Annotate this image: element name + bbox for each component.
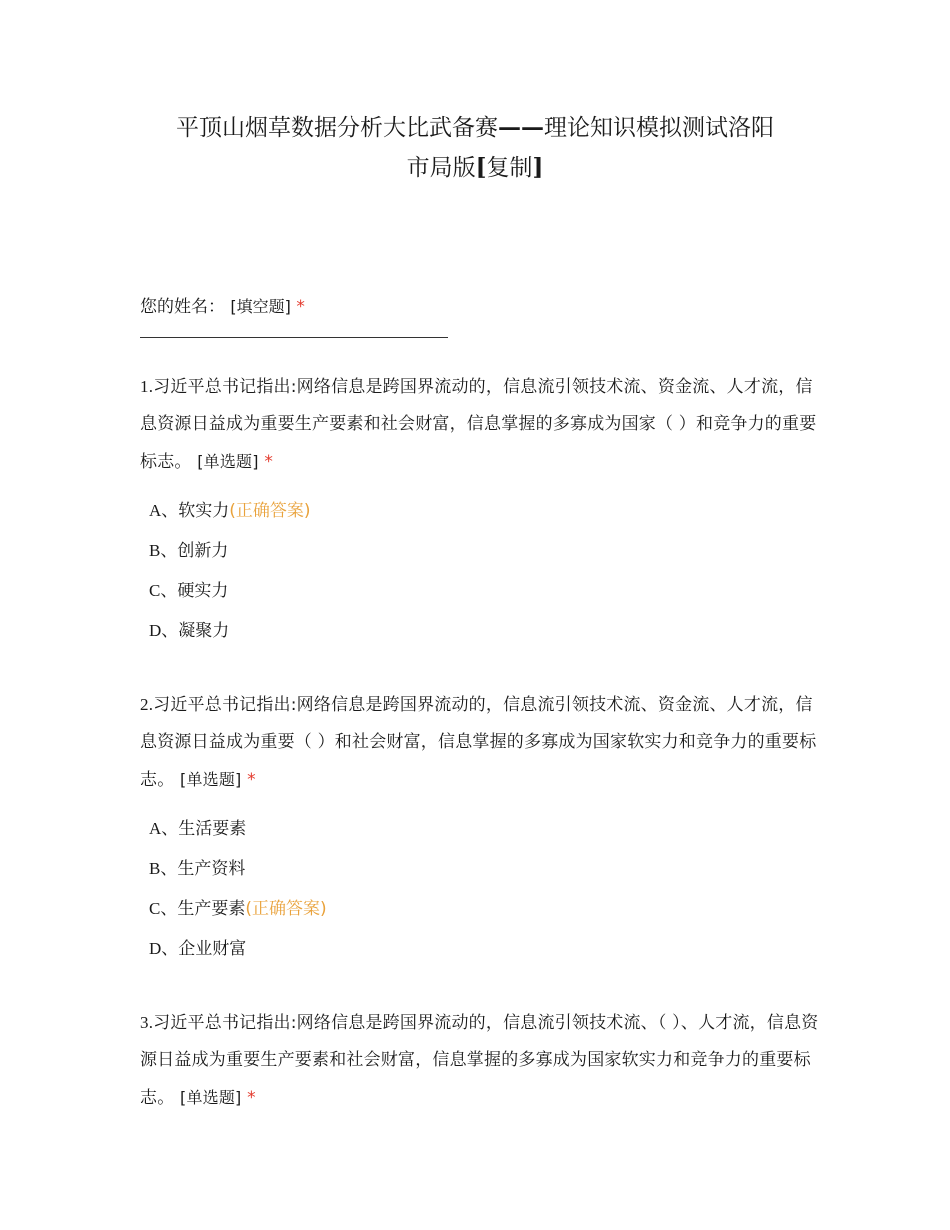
option-text: 软实力 [178,501,230,521]
option-a [149,809,820,849]
title-copy: 复制 [486,155,533,181]
question-number: 2. [140,695,154,714]
question-stem: 习近平总书记指出:网络信息是跨国界流动的，信息流引领技术流、资金流、人才流，信息资源日益成为重要生产要素和社会财富，信息掌握的多寡成为国家（ ）和竞争力的重要标志。 [140,377,817,472]
title-line1: 平顶山烟草数据分析大比武备赛 [176,115,498,141]
option-letter: B、 [149,859,178,878]
option-text: 企业财富 [178,939,247,959]
required-marker: * [264,452,274,472]
option-c [149,571,820,611]
option-letter: A、 [149,819,179,838]
question-text [140,686,820,799]
option-letter: C、 [149,581,178,600]
correct-answer-marker: (正确答案) [229,501,311,521]
correct-answer-marker: (正确答案) [245,899,327,919]
title-line1-end: 理论知识模拟测试洛阳 [544,115,774,141]
name-label: 您的姓名： [140,297,225,317]
question-type-tag: [单选题] [180,770,242,789]
question-type-tag: [填空题] [230,297,291,316]
option-c [149,889,820,929]
question-number: 3. [140,1013,154,1032]
option-letter: A、 [149,501,179,520]
title-line2: 市局版 [406,155,476,181]
question-number: 1. [140,377,154,396]
option-list [140,809,820,969]
question-text [140,368,820,481]
question-type-tag: [单选题] [197,452,259,471]
title-dash: —— [498,114,544,141]
option-letter: C、 [149,899,178,918]
question-text [140,1004,820,1117]
question-type-tag: [单选题] [180,1088,242,1107]
required-marker: * [296,297,305,317]
name-question [140,294,810,338]
page-title [140,108,810,188]
option-b [149,849,820,889]
option-text: 凝聚力 [178,621,230,641]
option-text: 创新力 [177,541,229,561]
question-2 [140,686,820,969]
required-marker: * [247,1088,256,1108]
question-stem: 习近平总书记指出:网络信息是跨国界流动的，信息流引领技术流、（ ）、人才流，信息资源日益成为重要生产要素和社会财富，信息掌握的多寡成为国家软实力和竞争力的重要标志。 [140,1013,819,1108]
option-text: 生产资料 [177,859,246,879]
option-a [149,491,820,531]
option-list [140,491,820,651]
question-3 [140,1004,820,1117]
option-b [149,531,820,571]
name-question-label-line [140,294,810,320]
question-stem: 习近平总书记指出:网络信息是跨国界流动的，信息流引领技术流、资金流、人才流，信息资源日益成为重要（ ）和社会财富，信息掌握的多寡成为国家软实力和竞争力的重要标志。 [140,695,817,790]
title-bracket-open: [ [475,154,487,181]
option-text: 生活要素 [178,819,247,839]
option-text: 生产要素 [177,899,246,919]
option-letter: D、 [149,621,179,640]
question-1 [140,368,820,651]
name-answer-blank [140,337,448,338]
option-letter: D、 [149,939,179,958]
option-text: 硬实力 [177,581,229,601]
required-marker: * [247,770,256,790]
option-d [149,611,820,651]
option-letter: B、 [149,541,178,560]
option-d [149,929,820,969]
title-bracket-close: ] [532,154,544,181]
